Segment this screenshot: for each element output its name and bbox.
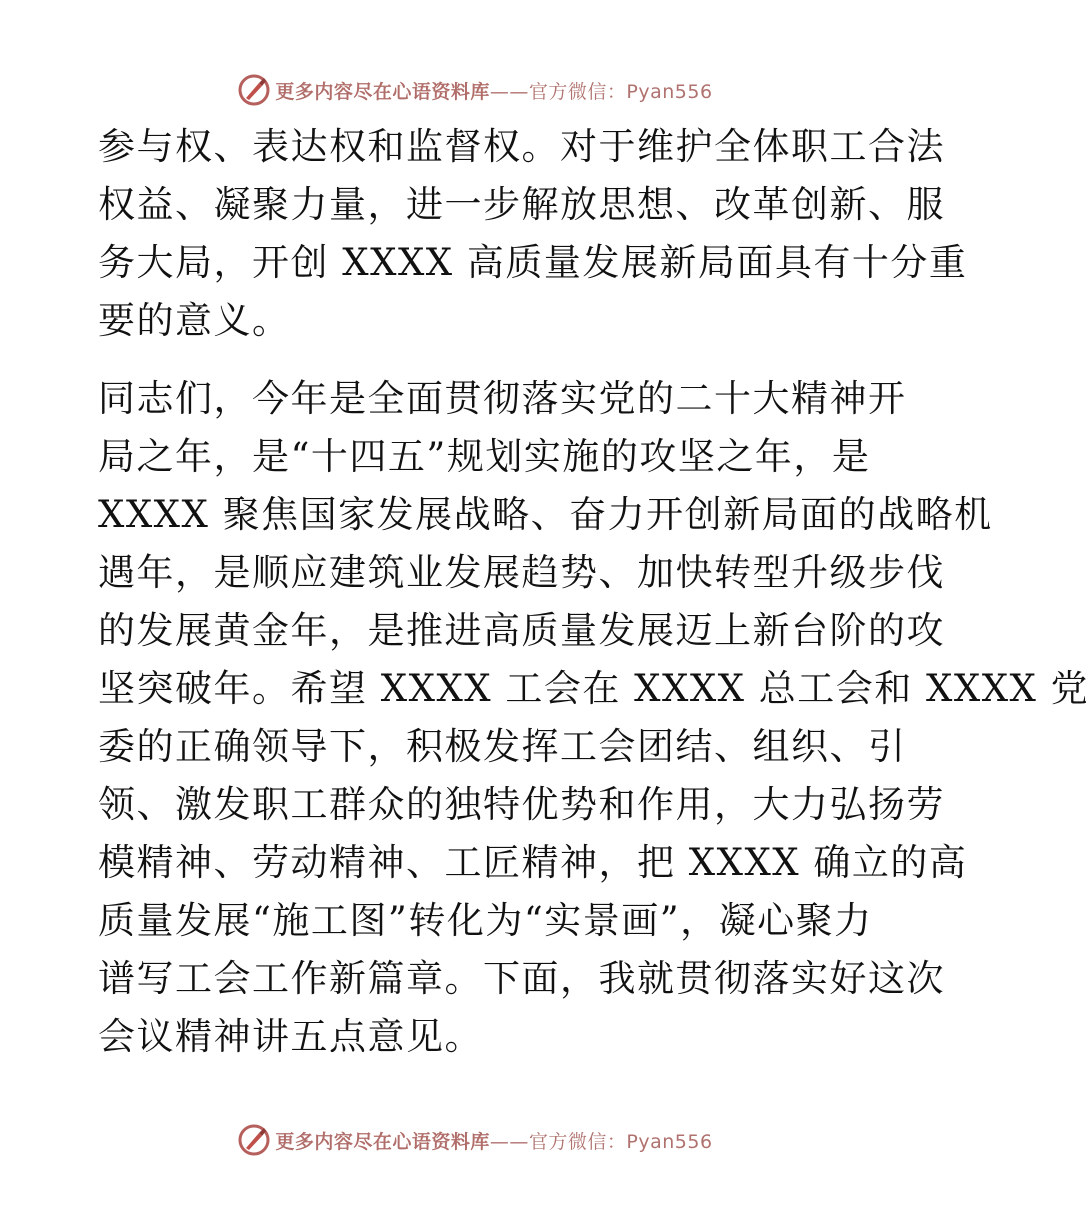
text-line: 务大局，开创 XXXX 高质量发展新局面具有十分重 bbox=[98, 241, 968, 284]
text-line: 谱写工会工作新篇章。下面，我就贯彻落实好这次 bbox=[98, 957, 945, 1000]
footer-watermark bbox=[0, 1122, 950, 1158]
watermark-dash: —— bbox=[489, 80, 529, 103]
text-line: 的发展黄金年，是推进高质量发展迈上新台阶的攻 bbox=[98, 609, 945, 652]
watermark-wechat: 官方微信：Pyan556 bbox=[528, 1130, 713, 1153]
paragraph-spacing bbox=[98, 350, 868, 370]
text-line: 遇年，是顺应建筑业发展趋势、加快转型升级步伐 bbox=[98, 551, 945, 594]
paragraph-1 bbox=[98, 118, 968, 350]
document-body bbox=[98, 118, 1089, 1066]
watermark-wechat: 官方微信：Pyan556 bbox=[528, 80, 713, 103]
text-line: 同志们，今年是全面贯彻落实党的二十大精神开 bbox=[98, 377, 907, 420]
text-line: 委的正确领导下，积极发挥工会团结、组织、引 bbox=[98, 725, 907, 768]
text-line: XXXX 聚焦国家发展战略、奋力开创新局面的战略机 bbox=[98, 493, 993, 536]
paragraph-2 bbox=[98, 370, 1089, 1066]
watermark-brand: 更多内容尽在心语资料库 bbox=[275, 1130, 490, 1153]
text-line: 模精神、劳动精神、工匠精神，把 XXXX 确立的高 bbox=[98, 841, 968, 884]
text-line: 权益、凝聚力量，进一步解放思想、改革创新、服 bbox=[98, 183, 945, 226]
text-line: 要的意义。 bbox=[98, 299, 291, 342]
watermark-text bbox=[275, 1127, 712, 1154]
text-line: 领、激发职工群众的独特优势和作用，大力弘扬劳 bbox=[98, 783, 945, 826]
text-line: 质量发展“施工图”转化为“实景画”，凝心聚力 bbox=[98, 899, 873, 942]
text-line: 参与权、表达权和监督权。对于维护全体职工合法 bbox=[98, 125, 945, 168]
text-line: 局之年，是“十四五”规划实施的攻坚之年，是 bbox=[98, 435, 871, 478]
watermark-text bbox=[275, 77, 712, 104]
quill-logo-icon bbox=[237, 73, 271, 107]
header-watermark bbox=[0, 72, 950, 108]
text-line: 坚突破年。希望 XXXX 工会在 XXXX 总工会和 XXXX 党 bbox=[98, 667, 1089, 710]
watermark-dash: —— bbox=[489, 1130, 529, 1153]
quill-logo-icon bbox=[237, 1123, 271, 1157]
watermark-brand: 更多内容尽在心语资料库 bbox=[275, 80, 490, 103]
text-line: 会议精神讲五点意见。 bbox=[98, 1015, 483, 1058]
